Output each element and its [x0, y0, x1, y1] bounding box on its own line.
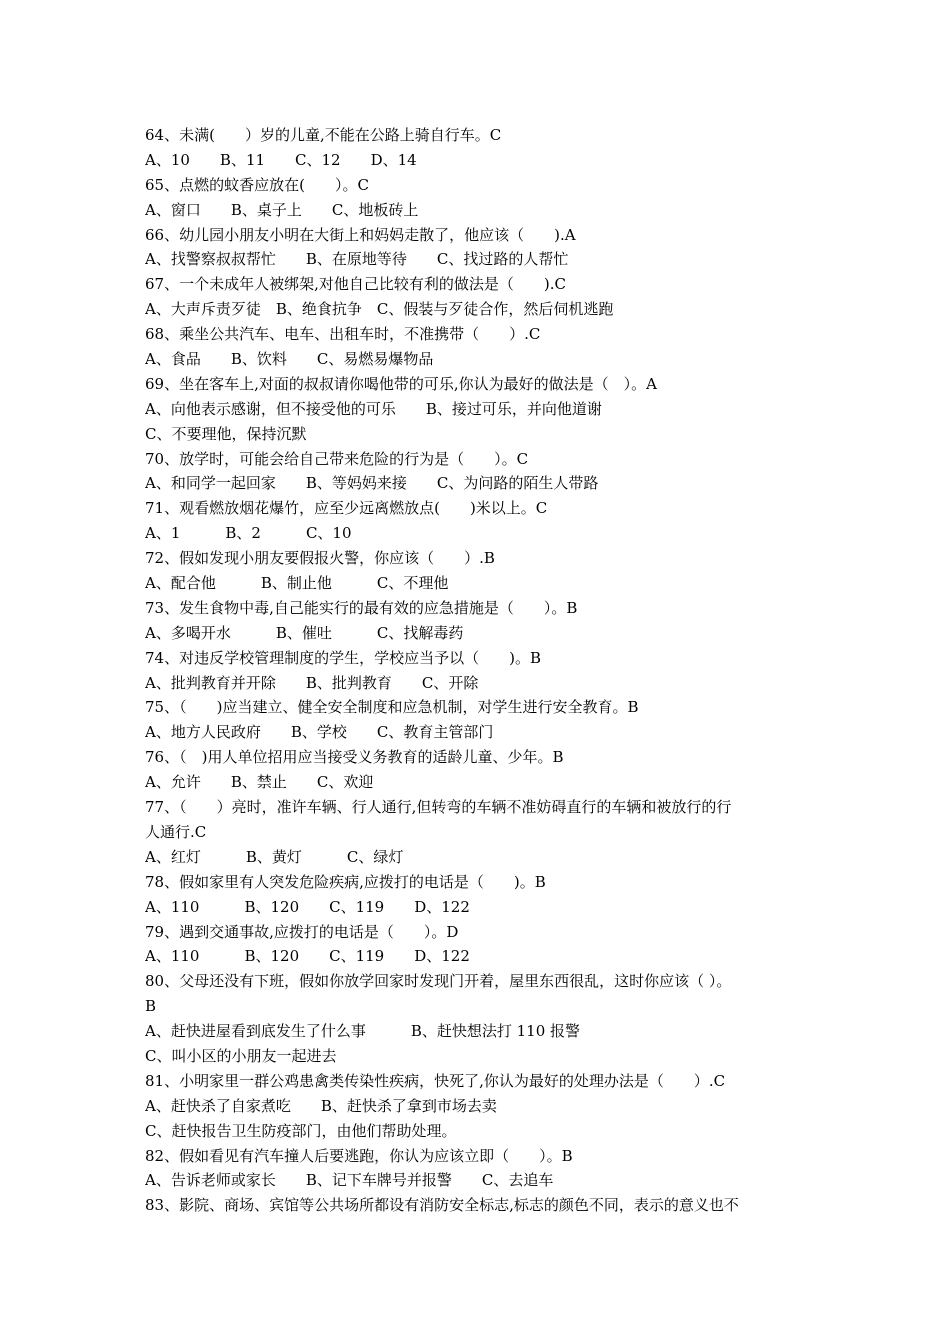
options-81-c: C、赶快报告卫生防疫部门，由他们帮助处理。: [145, 1121, 457, 1140]
options-67: A、大声斥责歹徒 B、绝食抗争 C、假装与歹徒合作，然后伺机逃跑: [145, 300, 614, 319]
question-78: 78、假如家里有人突发危险疾病,应拨打的电话是（ )。B: [145, 872, 546, 891]
options-80-ab: A、赶快进屋看到底发生了什么事 B、赶快想法打 110 报警: [145, 1022, 581, 1041]
question-list: [145, 123, 825, 1218]
options-65: A、窗口 B、桌子上 C、地板砖上: [145, 200, 419, 219]
options-80-c: C、叫小区的小朋友一起进去: [145, 1046, 337, 1065]
options-64: A、10 B、11 C、12 D、14: [145, 150, 417, 169]
question-70: 70、放学时，可能会给自己带来危险的行为是（ ）。C: [145, 449, 529, 468]
options-69-c: C、不要理他，保持沉默: [145, 424, 307, 443]
options-68: A、食品 B、饮料 C、易燃易爆物品: [145, 350, 434, 369]
question-75: 75、（ )应当建立、健全安全制度和应急机制，对学生进行安全教育。B: [145, 698, 639, 717]
options-77: A、红灯 B、黄灯 C、绿灯: [145, 847, 404, 866]
question-79: 79、遇到交通事故,应拨打的电话是（ ）。D: [145, 922, 459, 941]
options-73: A、多喝开水 B、催吐 C、找解毒药: [145, 623, 464, 642]
question-71: 71、观看燃放烟花爆竹，应至少远离燃放点( )米以上。C: [145, 499, 548, 518]
options-75: A、地方人民政府 B、学校 C、教育主管部门: [145, 723, 494, 742]
question-72: 72、假如发现小朋友要假报火警，你应该（ ）.B: [145, 549, 495, 568]
question-67: 67、一个未成年人被绑架,对他自己比较有利的做法是（ ).C: [145, 275, 566, 294]
question-68: 68、乘坐公共汽车、电车、出租车时，不准携带（ ）.C: [145, 325, 541, 344]
question-74: 74、对违反学校管理制度的学生，学校应当予以（ )。B: [145, 648, 541, 667]
options-70: A、和同学一起回家 B、等妈妈来接 C、为问路的陌生人带路: [145, 474, 599, 493]
question-65: 65、点燃的蚊香应放在( ）。C: [145, 175, 369, 194]
question-64: 64、未满( ）岁的儿童,不能在公路上骑自行车。C: [145, 126, 502, 144]
options-72: A、配合他 B、制止他 C、不理他: [145, 574, 449, 593]
options-69-ab: A、向他表示感谢，但不接受他的可乐 B、接过可乐，并向他道谢: [145, 399, 602, 418]
options-78: A、110 B、120 C、119 D、122: [145, 897, 470, 916]
question-81: 81、小明家里一群公鸡患禽类传染性疾病，快死了,你认为最好的处理办法是（ ）.C: [145, 1071, 726, 1090]
answer-80: B: [145, 997, 157, 1016]
question-77: 77、（ ）亮时，准许车辆、行人通行,但转弯的车辆不准妨碍直行的车辆和被放行的行: [145, 798, 732, 817]
options-81-ab: A、赶快杀了自家煮吃 B、赶快杀了拿到市场去卖: [145, 1096, 497, 1115]
question-77-continued: 人通行.C: [145, 822, 207, 841]
options-74: A、批判教育并开除 B、批判教育 C、开除: [145, 673, 479, 692]
options-82: A、告诉老师或家长 B、记下车牌号并报警 C、去追车: [145, 1171, 554, 1190]
question-69: 69、坐在客车上,对面的叔叔请你喝他带的可乐,你认为最好的做法是（ ）。A: [145, 374, 657, 393]
options-66: A、找警察叔叔帮忙 B、在原地等待 C、找过路的人帮忙: [145, 250, 569, 269]
question-82: 82、假如看见有汽车撞人后要逃跑，你认为应该立即（ ）。B: [145, 1146, 573, 1165]
options-76: A、允许 B、禁止 C、欢迎: [145, 773, 374, 792]
question-76: 76、（ )用人单位招用应当接受义务教育的适龄儿童、少年。B: [145, 748, 564, 767]
question-73: 73、发生食物中毒,自己能实行的最有效的应急措施是（ ）。B: [145, 598, 578, 617]
question-80: 80、父母还没有下班，假如你放学回家时发现门开着，屋里东西很乱，这时你应该（ ）。: [145, 972, 732, 991]
question-83: 83、影院、商场、宾馆等公共场所都设有消防安全标志,标志的颜色不同，表示的意义也不: [145, 1196, 739, 1215]
options-71: A、1 B、2 C、10: [145, 524, 352, 543]
options-79: A、110 B、120 C、119 D、122: [145, 947, 470, 966]
question-66: 66、幼儿园小朋友小明在大街上和妈妈走散了，他应该（ ).A: [145, 225, 576, 244]
